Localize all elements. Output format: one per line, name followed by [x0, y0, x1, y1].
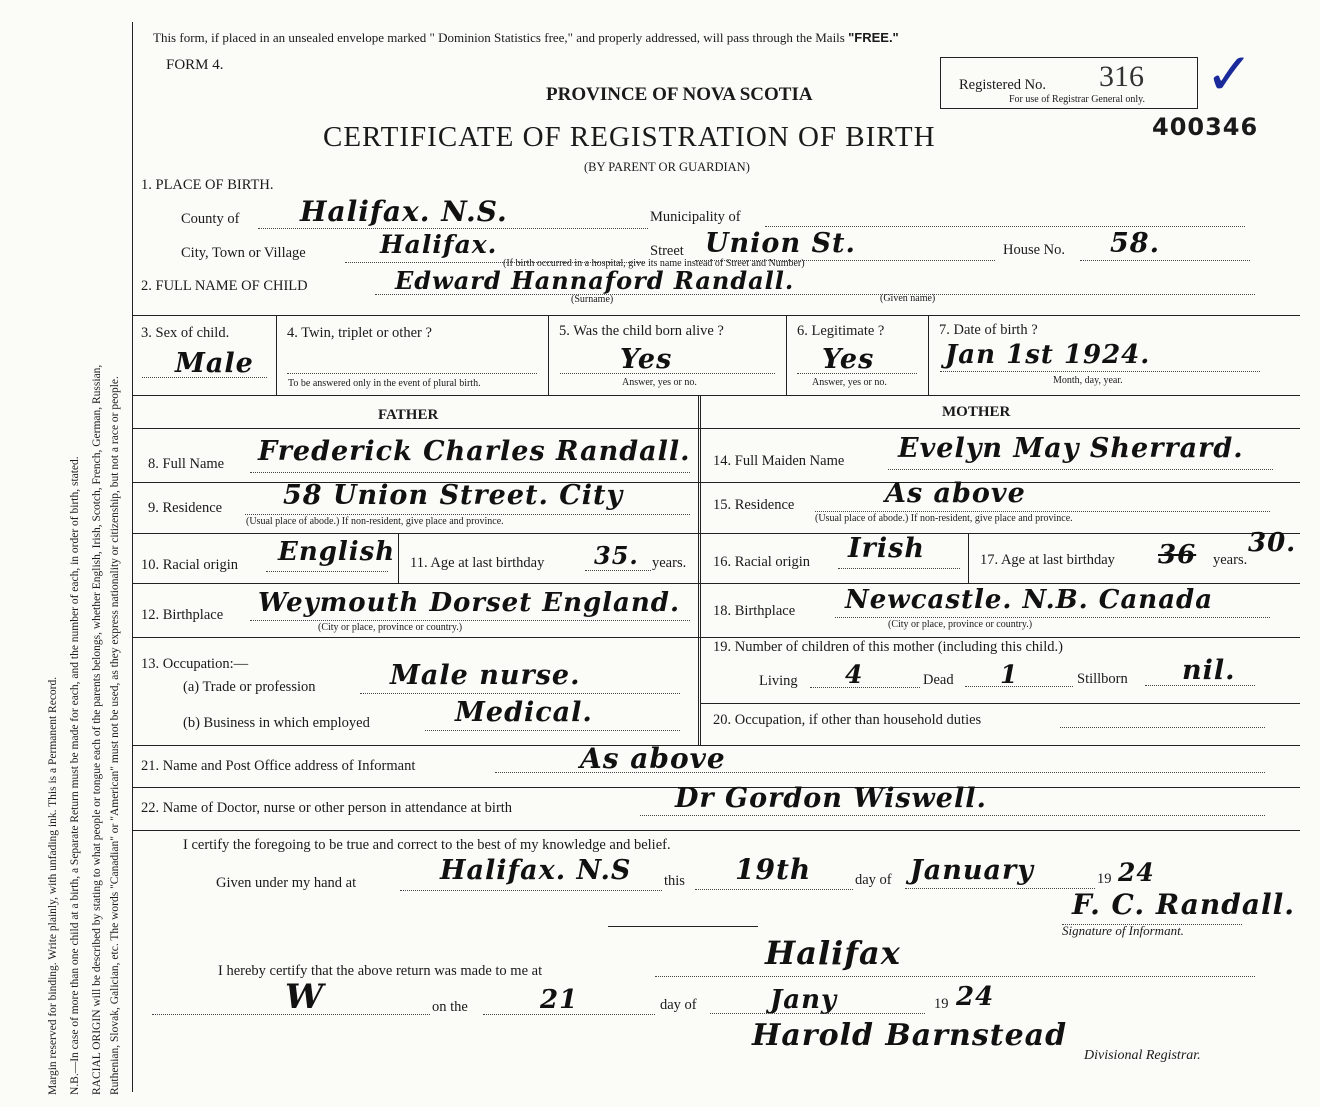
- sex-line: [142, 377, 267, 378]
- mother-residence-note: (Usual place of abode.) If non-resident, give place and province.: [815, 513, 1073, 524]
- row-19-bottom: [700, 703, 1300, 704]
- alive-label: 5. Was the child born alive ?: [559, 323, 724, 339]
- father-racial-value: English: [278, 537, 396, 567]
- page-title: CERTIFICATE OF REGISTRATION OF BIRTH: [323, 121, 936, 153]
- county-value: Halifax. N.S.: [300, 195, 508, 228]
- registrar-on-line: [152, 1014, 430, 1015]
- trade-value: Male nurse.: [390, 660, 581, 691]
- mother-racial-label: 16. Racial origin: [713, 554, 811, 570]
- living-line: [810, 687, 920, 688]
- mother-name-value: Evelyn May Sherrard.: [898, 433, 1244, 464]
- registrar-signature: Harold Barnstead: [752, 1018, 1068, 1053]
- father-age-unit: years.: [652, 555, 687, 571]
- given-day-value: 19th: [735, 853, 812, 886]
- mother-residence-line: [815, 511, 1270, 512]
- father-age-line: [585, 570, 651, 571]
- given-year-value: 24: [1118, 858, 1155, 887]
- father-residence-value: 58 Union Street. City: [283, 480, 624, 511]
- given-month-line: [905, 888, 1095, 889]
- informant-label: 21. Name and Post Office address of Informant: [141, 758, 416, 774]
- province-heading: PROVINCE OF NOVA SCOTIA: [546, 84, 813, 105]
- father-racial-label: 10. Racial origin: [141, 557, 239, 573]
- certification-statement: I certify the foregoing to be true and correct to the best of my knowledge and belief.: [183, 837, 671, 853]
- dob-line: [940, 371, 1260, 372]
- father-name-value: Frederick Charles Randall.: [258, 436, 691, 467]
- given-month-value: January: [910, 855, 1034, 886]
- mother-age-correction: 30.: [1248, 528, 1297, 558]
- dead-value: 1: [1000, 660, 1019, 689]
- doctor-value: Dr Gordon Wiswell.: [675, 783, 987, 814]
- mother-name-label: 14. Full Maiden Name: [713, 453, 845, 469]
- day-of-label-2: day of: [660, 997, 697, 1013]
- div-6-7: [928, 315, 929, 395]
- child-name-line: [375, 294, 1255, 295]
- mother-occupation-line: [1060, 727, 1265, 728]
- alive-line: [560, 373, 775, 374]
- business-line: [425, 730, 680, 731]
- house-label: House No.: [1003, 242, 1066, 258]
- father-residence-line: [245, 514, 690, 515]
- legitimate-note: Answer, yes or no.: [812, 377, 887, 388]
- given-name-note: (Given name): [880, 293, 936, 304]
- div-16-17: [968, 533, 969, 583]
- father-birthplace-value: Weymouth Dorset England.: [258, 588, 681, 618]
- margin-note-racial-1: RACIAL ORIGIN will be described by stating to what people or tongue each of the parents belongs, whether English, Irish, Scotch, French, German, Russian,: [91, 364, 103, 1095]
- registered-number: 316: [1099, 60, 1144, 93]
- street-label: Street: [650, 243, 684, 259]
- registrar-day-value: 21: [540, 985, 579, 1015]
- twin-note: To be answered only in the event of plural birth.: [288, 378, 481, 389]
- margin-note-nb: N.B.—In case of more than one child at a birth, a Separate Return must be made for each, and the number of each, in order of birth, stated.: [69, 456, 81, 1095]
- div-4-5: [548, 315, 549, 395]
- registrar-on-prefix: W: [285, 977, 325, 1017]
- legitimate-value: Yes: [822, 344, 875, 375]
- child-name-label: 2. FULL NAME OF CHILD: [141, 278, 308, 294]
- registrar-year-value: 24: [956, 982, 995, 1012]
- living-value: 4: [845, 660, 864, 689]
- registered-box: [940, 57, 1198, 109]
- sex-value: Male: [175, 348, 254, 379]
- stillborn-line: [1145, 685, 1255, 686]
- father-residence-note: (Usual place of abode.) If non-resident, give place and province.: [246, 516, 504, 527]
- place-of-birth-label: 1. PLACE OF BIRTH.: [141, 177, 274, 193]
- mother-birthplace-label: 18. Birthplace: [713, 603, 796, 619]
- row-22-bottom: [133, 830, 1300, 831]
- child-name-value: Edward Hannaford Randall.: [395, 266, 795, 295]
- dead-label: Dead: [923, 672, 954, 688]
- registrar-note: For use of Registrar General only.: [1009, 94, 1145, 105]
- certificate-id: 400346: [1152, 113, 1259, 141]
- registrar-place-value: Halifax: [765, 934, 901, 972]
- mother-racial-value: Irish: [848, 533, 925, 564]
- informant-signature-label: Signature of Informant.: [1062, 923, 1184, 938]
- registrar-place-line: [655, 976, 1255, 977]
- registrar-statement: I hereby certify that the above return was made to me at: [218, 963, 543, 979]
- row-10-bottom: [133, 583, 1300, 584]
- municipality-label: Municipality of: [650, 209, 741, 225]
- on-the-label: on the: [432, 999, 468, 1015]
- father-birthplace-label: 12. Birthplace: [141, 607, 224, 623]
- registrar-month-value: Jany: [770, 985, 838, 1015]
- legitimate-line: [797, 373, 917, 374]
- twin-label: 4. Twin, triplet or other ?: [287, 325, 432, 341]
- registrar-year-prefix: 19: [934, 996, 949, 1012]
- mother-age-label: 17. Age at last birthday: [980, 552, 1115, 568]
- mother-birthplace-value: Newcastle. N.B. Canada: [845, 585, 1214, 615]
- dob-value: Jan 1st 1924.: [945, 340, 1151, 370]
- row-9-bottom: [133, 533, 1300, 534]
- check-mark-icon: ✓: [1205, 40, 1254, 108]
- given-place-value: Halifax. N.S: [440, 855, 632, 886]
- div-10-11: [398, 533, 399, 583]
- separator-line: [608, 926, 758, 927]
- informant-signature: F. C. Randall.: [1072, 888, 1296, 921]
- registrar-month-line: [710, 1013, 925, 1014]
- mother-birthplace-line: [835, 617, 1270, 618]
- given-label: Given under my hand at: [216, 875, 357, 891]
- given-place-line: [400, 890, 662, 891]
- house-value: 58.: [1110, 228, 1160, 259]
- row-12-bottom: [133, 637, 1300, 638]
- page-subtitle: (BY PARENT OR GUARDIAN): [584, 160, 750, 174]
- surname-note: (Surname): [571, 294, 614, 305]
- parents-divider: [698, 395, 701, 745]
- mother-birthplace-note: (City or place, province or country.): [888, 619, 1033, 630]
- business-label: (b) Business in which employed: [183, 715, 370, 731]
- county-line: [258, 228, 648, 229]
- registered-label: Registered No.: [959, 77, 1046, 93]
- father-heading: FATHER: [378, 407, 439, 423]
- dob-note: Month, day, year.: [1053, 375, 1123, 386]
- stillborn-label: Stillborn: [1077, 671, 1128, 687]
- mother-heading: MOTHER: [942, 404, 1011, 420]
- children-label: 19. Number of children of this mother (including this child.): [713, 639, 1063, 655]
- county-label: County of: [181, 211, 240, 227]
- parents-top: [133, 395, 1300, 396]
- margin-note-binding: Margin reserved for binding. Write plainly, with unfading ink. This is a Permanent Record.: [47, 676, 59, 1095]
- city-label: City, Town or Village: [181, 245, 306, 261]
- legitimate-label: 6. Legitimate ?: [797, 323, 885, 339]
- father-racial-line: [266, 571, 388, 572]
- alive-value: Yes: [620, 344, 673, 375]
- given-year-prefix: 19: [1097, 871, 1112, 887]
- city-value: Halifax.: [380, 230, 498, 259]
- trade-label: (a) Trade or profession: [183, 679, 316, 695]
- mother-residence-value: As above: [885, 478, 1026, 509]
- informant-value: As above: [580, 742, 726, 775]
- div-5-6: [786, 315, 787, 395]
- row-3-top: [133, 315, 1300, 316]
- mother-age-unit: years.: [1213, 552, 1248, 568]
- sex-label: 3. Sex of child.: [141, 325, 230, 341]
- mother-occupation-label: 20. Occupation, if other than household duties: [713, 712, 982, 728]
- informant-line: [495, 772, 1265, 773]
- father-age-label: 11. Age at last birthday: [410, 555, 545, 571]
- div-3-4: [276, 315, 277, 395]
- given-day-line: [695, 889, 853, 890]
- street-value: Union St.: [705, 228, 856, 259]
- father-residence-label: 9. Residence: [148, 500, 223, 516]
- form-number: FORM 4.: [166, 57, 224, 73]
- mail-notice: This form, if placed in an unsealed envelope marked " Dominion Statistics free," and properly addressed, will pass through the Mails "FREE.": [153, 30, 899, 45]
- mother-name-line: [888, 469, 1273, 470]
- this-label: this: [664, 873, 685, 889]
- doctor-line: [640, 815, 1265, 816]
- house-line: [1080, 260, 1250, 261]
- father-name-line: [250, 472, 690, 473]
- father-name-label: 8. Full Name: [148, 456, 225, 472]
- business-value: Medical.: [455, 697, 593, 728]
- twin-line: [287, 373, 537, 374]
- alive-note: Answer, yes or no.: [622, 377, 697, 388]
- father-birthplace-note: (City or place, province or country.): [318, 622, 463, 633]
- doctor-label: 22. Name of Doctor, nurse or other person in attendance at birth: [141, 800, 513, 816]
- stillborn-value: nil.: [1182, 655, 1236, 686]
- trade-line: [360, 693, 680, 694]
- mother-age-value: 36: [1158, 540, 1197, 570]
- margin-note-racial-2: Ruthenian, Slovak, Galician, etc. The words "Canadian" or "American" must not be used, as they express nationality or citizenship, but not a race or people.: [109, 376, 121, 1095]
- day-of-label: day of: [855, 872, 892, 888]
- mother-racial-line: [838, 568, 960, 569]
- mother-residence-label: 15. Residence: [713, 497, 795, 513]
- hospital-note: (If birth occurred in a hospital, give its name instead of Street and Number): [503, 258, 805, 269]
- father-age-value: 35.: [594, 541, 639, 570]
- dob-label: 7. Date of birth ?: [939, 322, 1038, 338]
- municipality-line: [765, 226, 1245, 227]
- living-label: Living: [759, 673, 798, 689]
- registrar-signature-label: Divisional Registrar.: [1084, 1048, 1201, 1063]
- dead-line: [965, 686, 1073, 687]
- father-occupation-label: 13. Occupation:—: [141, 656, 249, 672]
- parents-heading-line: [133, 428, 1300, 429]
- registrar-day-line: [483, 1014, 655, 1015]
- father-birthplace-line: [250, 620, 690, 621]
